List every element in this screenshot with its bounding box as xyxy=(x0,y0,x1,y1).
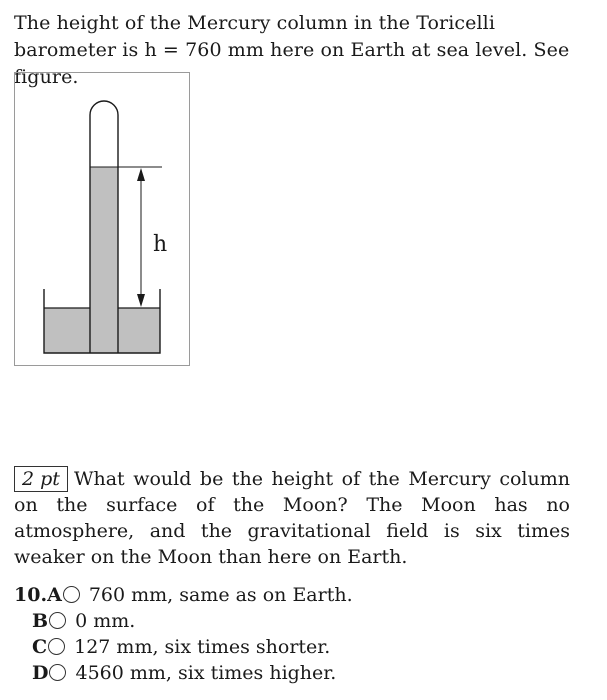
radio-button[interactable] xyxy=(49,664,66,681)
question-number: 10. xyxy=(14,584,48,606)
radio-button[interactable] xyxy=(63,586,80,603)
tube-mercury xyxy=(90,167,118,353)
intro-paragraph: The height of the Mercury column in the Toricelli barometer is h = 760 mm here on Earth at sea level. See figure. xyxy=(14,12,570,88)
barometer-figure xyxy=(14,72,190,366)
option-letter: C xyxy=(32,636,48,658)
option-a[interactable] xyxy=(14,582,353,608)
option-text: 4560 mm, six times higher. xyxy=(75,662,337,684)
option-b[interactable] xyxy=(14,608,353,634)
option-text: 760 mm, same as on Earth. xyxy=(88,584,353,606)
height-arrow-down xyxy=(137,294,145,307)
height-arrow-up xyxy=(137,168,145,181)
barometer-diagram xyxy=(15,73,191,367)
option-c[interactable] xyxy=(14,634,353,660)
height-label: h xyxy=(153,232,168,257)
radio-button[interactable] xyxy=(49,612,66,629)
option-letter: D xyxy=(32,662,49,684)
option-letter: B xyxy=(32,610,49,632)
question-block xyxy=(14,466,570,570)
option-letter: A xyxy=(47,584,62,606)
radio-button[interactable] xyxy=(48,638,65,655)
question-text: What would be the height of the Mercury column on the surface of the Moon? The Moon has no atmosphere, and the gravitational field is six times weaker on the Moon than here on Earth. xyxy=(14,468,570,568)
points-badge: 2 pt xyxy=(14,466,68,492)
answer-options xyxy=(14,582,353,686)
option-text: 127 mm, six times shorter. xyxy=(74,636,331,658)
option-text: 0 mm. xyxy=(75,610,136,632)
option-d[interactable] xyxy=(14,660,353,686)
